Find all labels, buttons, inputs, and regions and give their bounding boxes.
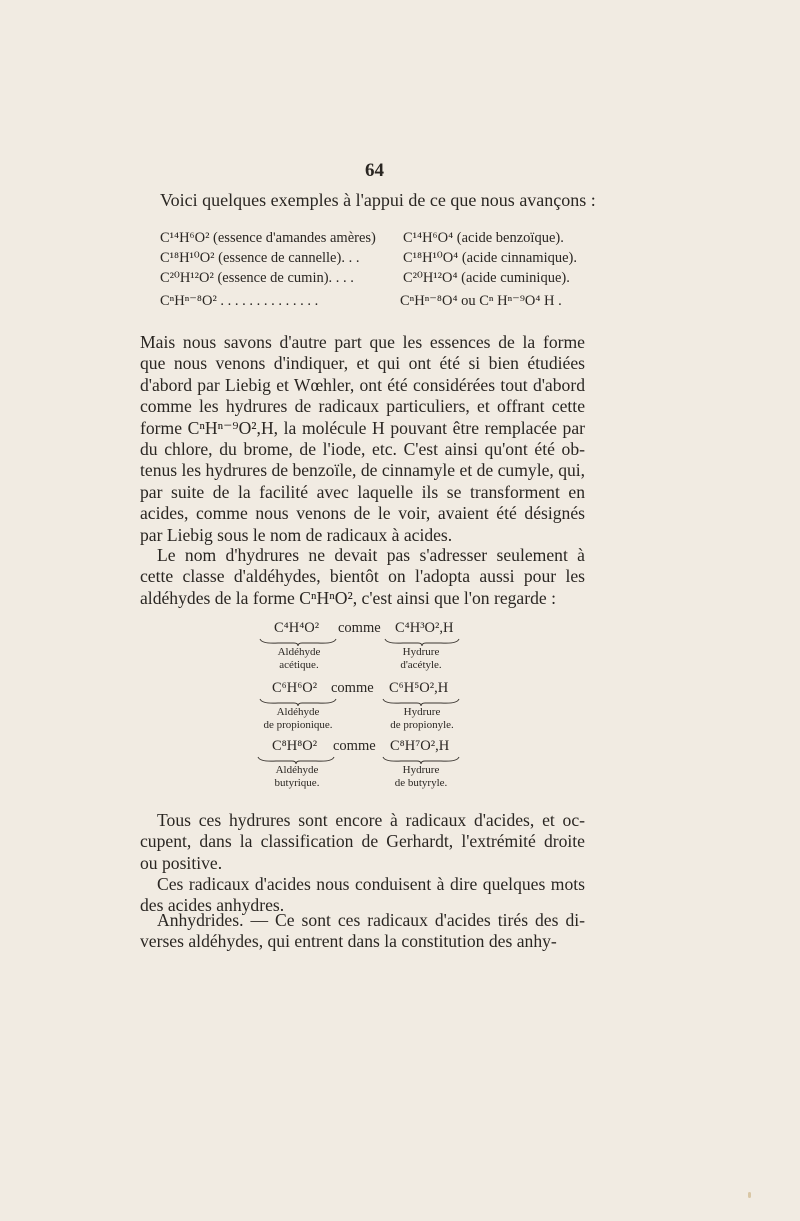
formula-right: C⁴H³O²,H [395, 620, 454, 636]
formula-left: C¹⁸H¹⁰O² (essence de cannelle). . . [160, 250, 360, 266]
caption-left: Aldéhyde acétique. [277, 646, 321, 671]
text-line: Le nom d'hydrures ne devait pas s'adresser seulement à [157, 545, 585, 565]
formula-row [160, 270, 354, 287]
text-line: Ces radicaux d'acides nous conduisent à dire quelques mots [157, 874, 585, 894]
text-line: ou positive. [140, 852, 223, 873]
caption-right: Hydrure de butyryle. [394, 764, 448, 789]
formula-row [403, 250, 577, 267]
text-line: cupent, dans la classification de Gerhardt, l'extrémité droite [140, 831, 585, 852]
formula-right: C¹⁸H¹⁰O⁴ (acide cinnamique). [403, 250, 577, 266]
paragraph [140, 910, 585, 953]
formula-left: C²⁰H¹²O² (essence de cumin). . . . [160, 270, 354, 286]
text-line: par Liebig sous le nom de radicaux à acides. [140, 524, 453, 545]
paper-mark [748, 1192, 751, 1198]
intro-line: Voici quelques exemples à l'appui de ce que nous avançons : [160, 190, 596, 210]
formula-middle: comme [338, 620, 381, 636]
formula-row [160, 230, 376, 247]
text-line: tenus les hydrures de benzoïle, de cinnamyle et de cumyle, qui, [140, 460, 586, 481]
page-number: 64 [365, 160, 384, 181]
formula-left: C¹⁴H⁶O² (essence d'amandes amères) [160, 230, 376, 246]
formula-right: C⁸H⁷O²,H [390, 738, 450, 754]
caption-right: Hydrure de propionyle. [390, 706, 454, 731]
text-line: aldéhydes de la forme CⁿHⁿO², c'est ainsi que l'on regarde : [140, 587, 556, 608]
text-line: d'abord par Liebig et Wœhler, ont été considérées tout d'abord [140, 374, 585, 395]
text-line: cette classe d'aldéhydes, bientôt on l'adopta aussi pour les [140, 566, 585, 587]
formula-left: C⁴H⁴O² [274, 620, 320, 636]
brace-left [258, 638, 338, 646]
formula-right: CⁿHⁿ⁻⁸O⁴ ou Cⁿ Hⁿ⁻⁹O⁴ H . [400, 293, 562, 309]
paragraph [140, 545, 585, 609]
caption-left: Aldéhyde de propionique. [263, 706, 333, 731]
text-line: du chlore, du brome, de l'iode, etc. C'est ainsi qu'ont été ob- [140, 439, 585, 460]
formula-middle: comme [331, 680, 374, 696]
text-line: forme CⁿHⁿ⁻⁹O²,H, la molécule H pouvant être remplacée par [140, 417, 585, 438]
text-line: que nous venons d'indiquer, et qui ont été si bien étudiées [140, 353, 585, 374]
text-line: comme les hydrures de radicaux particuliers, et offrant cette [140, 396, 585, 417]
brace-right [381, 698, 461, 706]
formula-right: C¹⁴H⁶O⁴ (acide benzoïque). [403, 230, 564, 246]
brace-left [258, 698, 338, 706]
brace-right [381, 756, 461, 764]
formula-row [400, 293, 562, 310]
formula-row [160, 293, 318, 310]
formula-right: C⁶H⁵O²,H [389, 680, 449, 696]
text-line: verses aldéhydes, qui entrent dans la constitution des anhy- [140, 931, 557, 952]
text-line: Anhydrides. — Ce sont ces radicaux d'acides tirés des di- [157, 910, 585, 930]
formula-row [403, 230, 564, 247]
text-line: par suite de la facilité avec laquelle ils se transforment en [140, 481, 585, 502]
formula-left: C⁶H⁶O² [272, 680, 318, 696]
paragraph [140, 810, 585, 874]
brace-left [256, 756, 336, 764]
text-line: Tous ces hydrures sont encore à radicaux d'acides, et oc- [157, 810, 585, 830]
text-line: Mais nous savons d'autre part que les essences de la forme [140, 332, 585, 352]
formula-right: C²⁰H¹²O⁴ (acide cuminique). [403, 270, 570, 286]
caption-right: Hydrure d'acétyle. [400, 646, 442, 671]
formula-row [403, 270, 570, 287]
text-line: des acides anhydres. [140, 895, 285, 916]
formula-left: CⁿHⁿ⁻⁸O² . . . . . . . . . . . . . . [160, 293, 319, 309]
caption-left: Aldéhyde butyrique. [274, 764, 320, 789]
formula-middle: comme [333, 738, 376, 754]
formula-left: C⁸H⁸O² [272, 738, 318, 754]
text-line: acides, comme nous venons de le voir, avaient été désignés [140, 503, 585, 524]
formula-row [160, 250, 359, 267]
brace-right [383, 638, 461, 646]
paragraph [140, 332, 585, 546]
